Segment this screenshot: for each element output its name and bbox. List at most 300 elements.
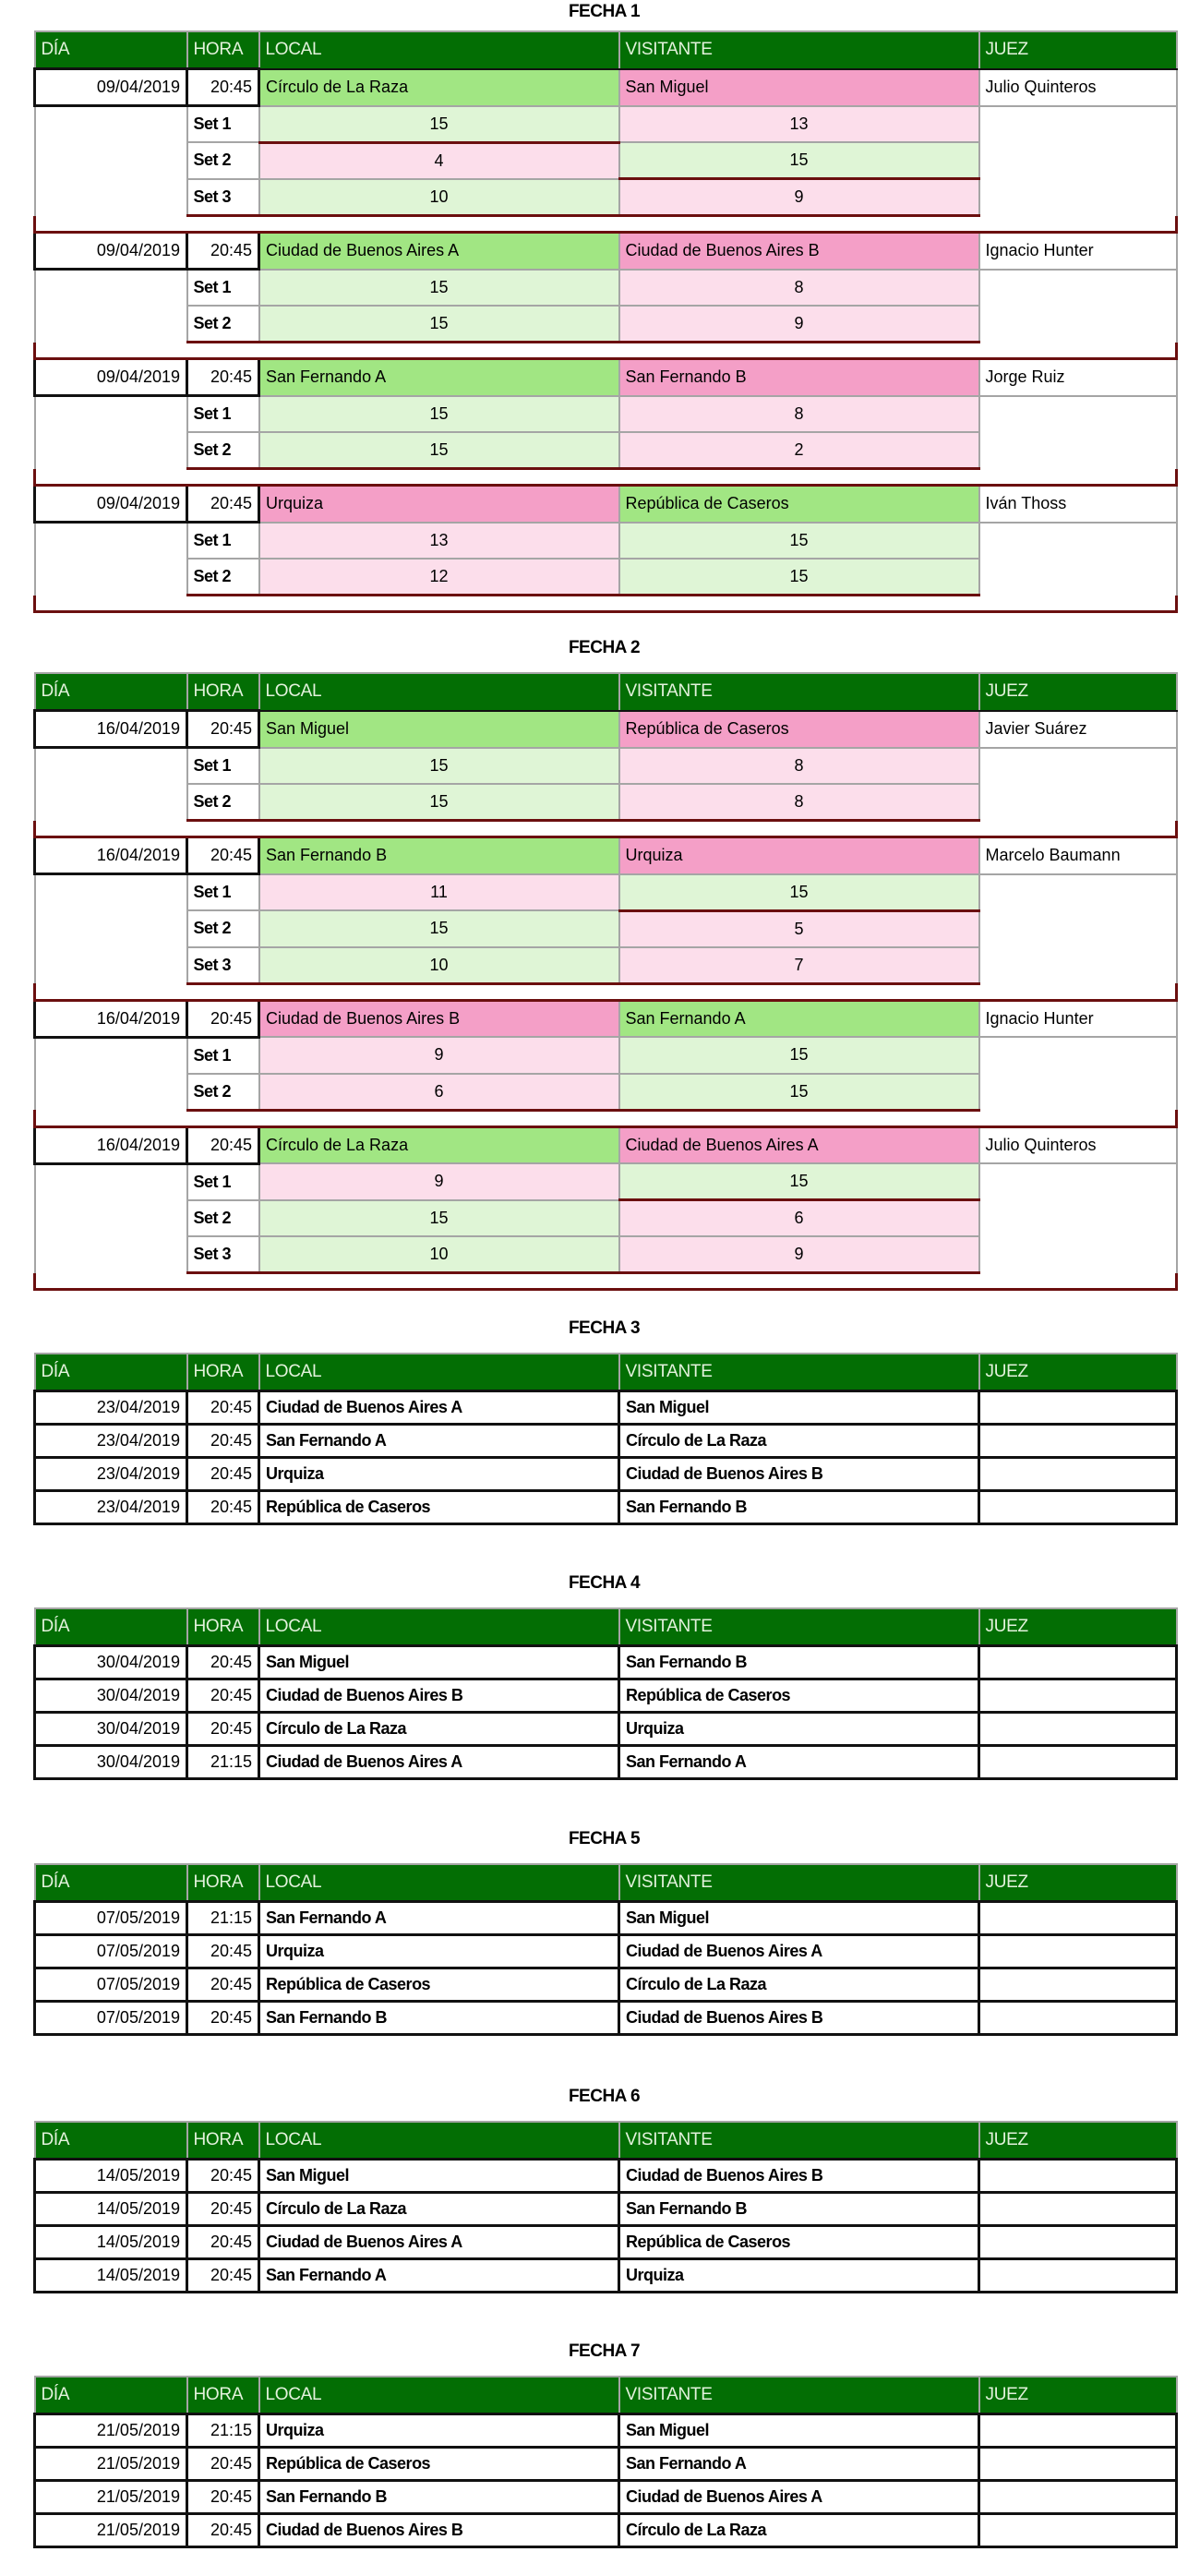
set-row (35, 106, 1177, 143)
local-set-score[interactable]: 9 (259, 1037, 619, 1074)
local-team: Ciudad de Buenos Aires B (259, 1000, 619, 1037)
set-spacer (35, 432, 187, 469)
local-team: Ciudad de Buenos Aires A (259, 1391, 619, 1425)
match-time: 20:45 (187, 1491, 259, 1524)
local-team: República de Caseros (259, 2448, 619, 2481)
referee-spacer (979, 106, 1177, 143)
match-date: 07/05/2019 (35, 1935, 187, 1968)
match-date: 23/04/2019 (35, 1391, 187, 1425)
visitante-team: Urquiza (619, 1713, 979, 1746)
header-hora[interactable]: HORA (187, 31, 259, 69)
local-set-score[interactable]: 10 (259, 1236, 619, 1273)
header-row (35, 2377, 1177, 2414)
match-separator (35, 216, 1177, 233)
match-separator (35, 343, 1177, 359)
local-team: San Fernando B (259, 2002, 619, 2035)
visitante-team: San Miguel (619, 1391, 979, 1425)
set-spacer (35, 1163, 187, 1200)
match-time: 20:45 (187, 486, 259, 523)
local-team: San Fernando A (259, 1425, 619, 1458)
set-row (35, 270, 1177, 307)
set-label: Set 2 (187, 306, 259, 343)
header-dia[interactable]: DÍA (35, 1864, 187, 1902)
header-hora[interactable]: HORA (187, 1354, 259, 1391)
match-date: 30/04/2019 (35, 1713, 187, 1746)
referee[interactable] (979, 2514, 1177, 2547)
header-local[interactable]: LOCAL (259, 2122, 619, 2160)
set-spacer (35, 1074, 187, 1111)
local-set-score[interactable]: 11 (259, 874, 619, 911)
set-label: Set 2 (187, 910, 259, 947)
visitante-team: San Fernando A (619, 1000, 979, 1037)
match-time: 20:45 (187, 2160, 259, 2193)
visitante-team: San Fernando B (619, 359, 979, 396)
visitante-team: República de Caseros (619, 486, 979, 523)
match-row (35, 2414, 1177, 2448)
local-team: San Miguel (259, 711, 619, 748)
referee[interactable] (979, 1391, 1177, 1425)
header-visitante[interactable]: VISITANTE (619, 31, 979, 69)
header-hora[interactable]: HORA (187, 2122, 259, 2160)
match-time: 20:45 (187, 1458, 259, 1491)
match-row (35, 2193, 1177, 2226)
match-time: 20:45 (187, 837, 259, 874)
match-row (35, 2226, 1177, 2259)
set-row (35, 142, 1177, 179)
local-team: Círculo de La Raza (259, 69, 619, 106)
local-set-score[interactable]: 15 (259, 910, 619, 947)
match-date: 16/04/2019 (35, 711, 187, 748)
fecha-section (33, 1823, 1175, 2036)
visitante-team: Urquiza (619, 837, 979, 874)
match-time: 20:45 (187, 2259, 259, 2293)
visitante-team: San Fernando A (619, 1746, 979, 1779)
set-row (35, 784, 1177, 821)
header-local[interactable]: LOCAL (259, 2377, 619, 2414)
match-time: 20:45 (187, 1968, 259, 2002)
match-time: 20:45 (187, 711, 259, 748)
local-team: Círculo de La Raza (259, 1713, 619, 1746)
local-set-score[interactable]: 15 (259, 396, 619, 433)
visitante-set-score[interactable]: 15 (619, 1037, 979, 1074)
match-time: 20:45 (187, 1679, 259, 1713)
referee-spacer (979, 910, 1177, 947)
local-set-score[interactable]: 15 (259, 106, 619, 143)
header-visitante[interactable]: VISITANTE (619, 1354, 979, 1391)
visitante-set-score[interactable]: 8 (619, 396, 979, 433)
header-row (35, 673, 1177, 711)
header-juez[interactable]: JUEZ (979, 1354, 1177, 1391)
match-time: 20:45 (187, 69, 259, 106)
header-dia[interactable]: DÍA (35, 2377, 187, 2414)
match-date: 16/04/2019 (35, 1000, 187, 1037)
match-time: 21:15 (187, 1746, 259, 1779)
local-set-score[interactable]: 15 (259, 432, 619, 469)
referee[interactable]: Julio Quinteros (979, 1126, 1177, 1163)
match-row (35, 1000, 1177, 1037)
set-row (35, 1037, 1177, 1074)
visitante-set-score[interactable]: 7 (619, 947, 979, 984)
local-team: San Miguel (259, 1646, 619, 1679)
visitante-team: San Miguel (619, 1902, 979, 1935)
header-visitante[interactable]: VISITANTE (619, 2122, 979, 2160)
set-spacer (35, 748, 187, 785)
visitante-team: Círculo de La Raza (619, 1968, 979, 2002)
set-spacer (35, 106, 187, 143)
visitante-set-score[interactable]: 15 (619, 1074, 979, 1111)
match-row (35, 711, 1177, 748)
local-set-score[interactable]: 15 (259, 784, 619, 821)
referee-spacer (979, 874, 1177, 911)
set-row (35, 910, 1177, 947)
referee[interactable] (979, 2226, 1177, 2259)
fecha-section (33, 1312, 1175, 1525)
set-row (35, 432, 1177, 469)
header-dia[interactable]: DÍA (35, 673, 187, 711)
local-team: San Miguel (259, 2160, 619, 2193)
fixture-table (33, 1863, 1178, 2036)
set-label: Set 1 (187, 874, 259, 911)
local-team: Ciudad de Buenos Aires A (259, 233, 619, 270)
referee[interactable] (979, 2414, 1177, 2448)
header-hora[interactable]: HORA (187, 1864, 259, 1902)
header-visitante[interactable]: VISITANTE (619, 1608, 979, 1646)
match-row (35, 1968, 1177, 2002)
header-local[interactable]: LOCAL (259, 673, 619, 711)
set-spacer (35, 1037, 187, 1074)
local-team: Círculo de La Raza (259, 1126, 619, 1163)
match-time: 20:45 (187, 2226, 259, 2259)
match-date: 14/05/2019 (35, 2193, 187, 2226)
set-label: Set 2 (187, 559, 259, 596)
match-time: 21:15 (187, 1902, 259, 1935)
visitante-team: Ciudad de Buenos Aires B (619, 1458, 979, 1491)
separator-line (35, 469, 1177, 486)
set-label: Set 1 (187, 270, 259, 307)
visitante-set-score[interactable]: 2 (619, 432, 979, 469)
match-date: 09/04/2019 (35, 486, 187, 523)
visitante-team: Ciudad de Buenos Aires A (619, 2481, 979, 2514)
match-time: 21:15 (187, 2414, 259, 2448)
referee[interactable] (979, 1935, 1177, 1968)
local-set-score[interactable]: 12 (259, 559, 619, 596)
set-spacer (35, 947, 187, 984)
fecha-title: FECHA 7 (568, 2341, 641, 2361)
referee[interactable] (979, 1491, 1177, 1524)
referee[interactable] (979, 1746, 1177, 1779)
local-set-score[interactable]: 15 (259, 270, 619, 307)
header-hora[interactable]: HORA (187, 673, 259, 711)
visitante-set-score[interactable]: 9 (619, 306, 979, 343)
referee-spacer (979, 1200, 1177, 1237)
match-date: 21/05/2019 (35, 2514, 187, 2547)
header-row (35, 1608, 1177, 1646)
separator-line (35, 596, 1177, 612)
match-date: 23/04/2019 (35, 1458, 187, 1491)
set-label: Set 3 (187, 1236, 259, 1273)
visitante-team: San Miguel (619, 69, 979, 106)
referee[interactable] (979, 2481, 1177, 2514)
match-time: 20:45 (187, 1935, 259, 1968)
set-row (35, 874, 1177, 911)
referee[interactable] (979, 2160, 1177, 2193)
visitante-set-score[interactable]: 15 (619, 874, 979, 911)
header-visitante[interactable]: VISITANTE (619, 2377, 979, 2414)
match-row (35, 1425, 1177, 1458)
match-row (35, 2002, 1177, 2035)
match-time: 20:45 (187, 2514, 259, 2547)
fixture-table (33, 672, 1178, 1291)
set-label: Set 2 (187, 432, 259, 469)
match-time: 20:45 (187, 2448, 259, 2481)
match-row (35, 1902, 1177, 1935)
visitante-set-score[interactable]: 8 (619, 784, 979, 821)
referee[interactable]: Javier Suárez (979, 711, 1177, 748)
set-spacer (35, 874, 187, 911)
visitante-set-score[interactable]: 9 (619, 1236, 979, 1273)
referee[interactable] (979, 1646, 1177, 1679)
match-row (35, 1391, 1177, 1425)
set-spacer (35, 306, 187, 343)
match-row (35, 2448, 1177, 2481)
match-row (35, 2259, 1177, 2293)
referee-spacer (979, 306, 1177, 343)
visitante-team: San Miguel (619, 2414, 979, 2448)
local-set-score[interactable]: 15 (259, 1200, 619, 1237)
visitante-team: Urquiza (619, 2259, 979, 2293)
visitante-team: San Fernando B (619, 1491, 979, 1524)
set-label: Set 1 (187, 106, 259, 143)
referee-spacer (979, 179, 1177, 216)
set-label: Set 3 (187, 947, 259, 984)
local-set-score[interactable]: 6 (259, 1074, 619, 1111)
referee[interactable] (979, 1902, 1177, 1935)
header-dia[interactable]: DÍA (35, 31, 187, 69)
set-spacer (35, 142, 187, 179)
match-row (35, 1935, 1177, 1968)
referee-spacer (979, 142, 1177, 179)
match-time: 20:45 (187, 2481, 259, 2514)
header-row (35, 2122, 1177, 2160)
local-team: San Fernando A (259, 359, 619, 396)
referee[interactable] (979, 1458, 1177, 1491)
local-team: Ciudad de Buenos Aires A (259, 1746, 619, 1779)
header-dia[interactable]: DÍA (35, 1608, 187, 1646)
visitante-team: San Fernando A (619, 2448, 979, 2481)
visitante-team: Ciudad de Buenos Aires B (619, 2160, 979, 2193)
match-separator (35, 821, 1177, 837)
header-local[interactable]: LOCAL (259, 1608, 619, 1646)
local-set-score[interactable]: 15 (259, 748, 619, 785)
fecha-title: FECHA 6 (568, 2087, 641, 2106)
match-row (35, 2481, 1177, 2514)
set-row (35, 748, 1177, 785)
set-spacer (35, 396, 187, 433)
set-spacer (35, 179, 187, 216)
header-juez[interactable]: JUEZ (979, 1864, 1177, 1902)
referee[interactable] (979, 1679, 1177, 1713)
header-juez[interactable]: JUEZ (979, 673, 1177, 711)
match-time: 20:45 (187, 1126, 259, 1163)
set-label: Set 2 (187, 142, 259, 179)
header-dia[interactable]: DÍA (35, 1354, 187, 1391)
match-separator (35, 1110, 1177, 1126)
referee[interactable]: Ignacio Hunter (979, 233, 1177, 270)
match-date: 14/05/2019 (35, 2259, 187, 2293)
referee-spacer (979, 396, 1177, 433)
fecha-title: FECHA 2 (568, 638, 641, 657)
visitante-set-score[interactable]: 15 (619, 142, 979, 179)
local-set-score[interactable]: 9 (259, 1163, 619, 1200)
match-time: 20:45 (187, 1713, 259, 1746)
match-time: 20:45 (187, 1391, 259, 1425)
match-date: 21/05/2019 (35, 2448, 187, 2481)
set-label: Set 1 (187, 748, 259, 785)
match-date: 07/05/2019 (35, 1902, 187, 1935)
referee[interactable] (979, 2448, 1177, 2481)
referee[interactable]: Jorge Ruiz (979, 359, 1177, 396)
set-spacer (35, 559, 187, 596)
header-juez[interactable]: JUEZ (979, 2377, 1177, 2414)
visitante-set-score[interactable]: 8 (619, 270, 979, 307)
match-date: 16/04/2019 (35, 1126, 187, 1163)
visitante-set-score[interactable]: 6 (619, 1200, 979, 1237)
referee-spacer (979, 947, 1177, 984)
set-label: Set 1 (187, 1037, 259, 1074)
match-separator (35, 1273, 1177, 1290)
referee[interactable] (979, 2193, 1177, 2226)
header-local[interactable]: LOCAL (259, 1864, 619, 1902)
visitante-set-score[interactable]: 15 (619, 559, 979, 596)
header-visitante[interactable]: VISITANTE (619, 1864, 979, 1902)
visitante-team: Círculo de La Raza (619, 1425, 979, 1458)
referee-spacer (979, 1037, 1177, 1074)
match-row (35, 1746, 1177, 1779)
header-visitante[interactable]: VISITANTE (619, 673, 979, 711)
referee-spacer (979, 270, 1177, 307)
local-set-score[interactable]: 4 (259, 142, 619, 179)
header-local[interactable]: LOCAL (259, 1354, 619, 1391)
header-hora[interactable]: HORA (187, 2377, 259, 2414)
local-team: Urquiza (259, 1458, 619, 1491)
referee-spacer (979, 1074, 1177, 1111)
referee[interactable] (979, 1713, 1177, 1746)
set-label: Set 1 (187, 1163, 259, 1200)
set-row (35, 1200, 1177, 1237)
visitante-set-score[interactable]: 13 (619, 106, 979, 143)
match-date: 21/05/2019 (35, 2414, 187, 2448)
visitante-team: Ciudad de Buenos Aires B (619, 2002, 979, 2035)
separator-line (35, 1110, 1177, 1126)
visitante-set-score[interactable]: 15 (619, 523, 979, 560)
separator-line (35, 343, 1177, 359)
header-juez[interactable]: JUEZ (979, 2122, 1177, 2160)
set-label: Set 1 (187, 396, 259, 433)
local-team: Ciudad de Buenos Aires B (259, 1679, 619, 1713)
local-team: San Fernando A (259, 1902, 619, 1935)
local-set-score[interactable]: 10 (259, 947, 619, 984)
header-local[interactable]: LOCAL (259, 31, 619, 69)
local-set-score[interactable]: 15 (259, 306, 619, 343)
match-date: 16/04/2019 (35, 837, 187, 874)
match-row (35, 1679, 1177, 1713)
local-set-score[interactable]: 10 (259, 179, 619, 216)
match-time: 20:45 (187, 233, 259, 270)
set-label: Set 1 (187, 523, 259, 560)
referee-spacer (979, 432, 1177, 469)
referee[interactable]: Ignacio Hunter (979, 1000, 1177, 1037)
local-set-score[interactable]: 13 (259, 523, 619, 560)
visitante-set-score[interactable]: 5 (619, 910, 979, 947)
referee[interactable]: Iván Thoss (979, 486, 1177, 523)
set-row (35, 1236, 1177, 1273)
set-row (35, 306, 1177, 343)
visitante-team: República de Caseros (619, 2226, 979, 2259)
visitante-team: República de Caseros (619, 1679, 979, 1713)
header-juez[interactable]: JUEZ (979, 31, 1177, 69)
referee[interactable] (979, 2259, 1177, 2293)
visitante-team: Círculo de La Raza (619, 2514, 979, 2547)
set-label: Set 3 (187, 179, 259, 216)
match-date: 30/04/2019 (35, 1646, 187, 1679)
visitante-team: San Fernando B (619, 2193, 979, 2226)
referee[interactable]: Marcelo Baumann (979, 837, 1177, 874)
header-hora[interactable]: HORA (187, 1608, 259, 1646)
header-row (35, 1354, 1177, 1391)
referee[interactable] (979, 1425, 1177, 1458)
visitante-set-score[interactable]: 15 (619, 1163, 979, 1200)
match-date: 21/05/2019 (35, 2481, 187, 2514)
fixture-table (33, 2376, 1178, 2548)
set-row (35, 396, 1177, 433)
referee[interactable]: Julio Quinteros (979, 69, 1177, 106)
header-row (35, 1864, 1177, 1902)
header-dia[interactable]: DÍA (35, 2122, 187, 2160)
visitante-set-score[interactable]: 9 (619, 179, 979, 216)
referee[interactable] (979, 2002, 1177, 2035)
referee-spacer (979, 784, 1177, 821)
match-separator (35, 469, 1177, 486)
local-team: San Fernando B (259, 837, 619, 874)
header-juez[interactable]: JUEZ (979, 1608, 1177, 1646)
referee[interactable] (979, 1968, 1177, 2002)
local-team: San Fernando B (259, 2481, 619, 2514)
match-row (35, 486, 1177, 523)
match-date: 23/04/2019 (35, 1491, 187, 1524)
fixture-table (33, 2121, 1178, 2293)
match-date: 14/05/2019 (35, 2226, 187, 2259)
fecha-title: FECHA 4 (568, 1573, 641, 1593)
set-spacer (35, 784, 187, 821)
set-spacer (35, 270, 187, 307)
referee-spacer (979, 748, 1177, 785)
fixture-table (33, 1607, 1178, 1780)
visitante-set-score[interactable]: 8 (619, 748, 979, 785)
set-row (35, 559, 1177, 596)
match-row (35, 2160, 1177, 2193)
fixture-table (33, 30, 1178, 613)
match-date: 23/04/2019 (35, 1425, 187, 1458)
match-date: 09/04/2019 (35, 69, 187, 106)
match-time: 20:45 (187, 1000, 259, 1037)
local-team: Urquiza (259, 486, 619, 523)
set-row (35, 179, 1177, 216)
header-row (35, 31, 1177, 69)
referee-spacer (979, 559, 1177, 596)
separator-line (35, 983, 1177, 1000)
match-date: 30/04/2019 (35, 1746, 187, 1779)
local-team: República de Caseros (259, 1968, 619, 2002)
